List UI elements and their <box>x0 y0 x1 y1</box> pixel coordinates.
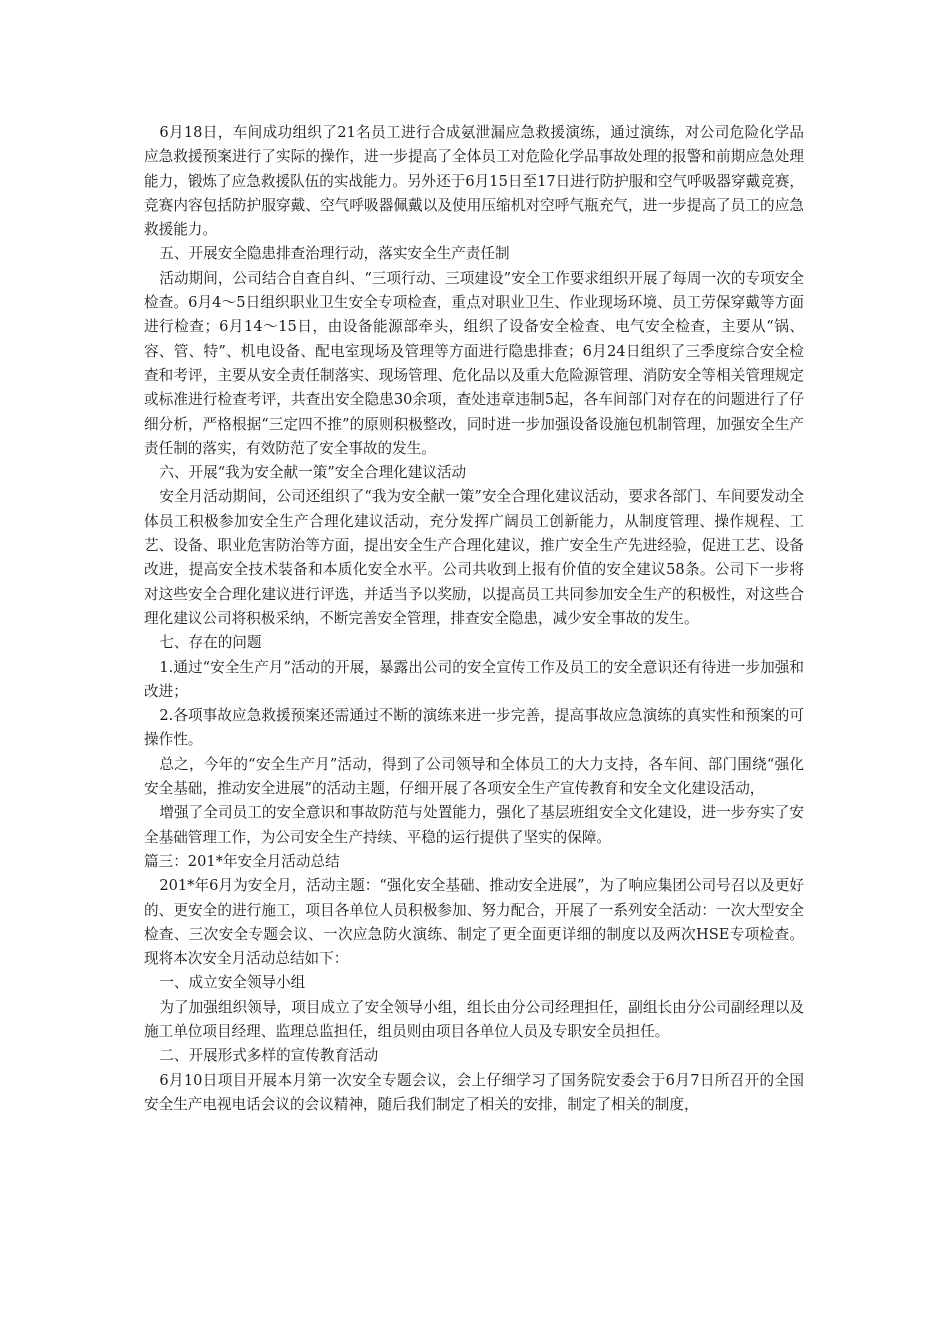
paragraph-problem-2: 2.各项事故应急救援预案还需通过不断的演练来进一步完善，提高事故应急演练的真实性和预案的可操作性。 <box>144 707 804 749</box>
document-body <box>144 121 804 1117</box>
paragraph-problem-1: 1.通过“安全生产月”活动的开展，暴露出公司的安全宣传工作及员工的安全意识还有待进一步加强和改进； <box>144 658 804 700</box>
paragraph-leadership: 为了加强组织领导，项目成立了安全领导小组，组长由分公司经理担任，副组长由分公司副经理以及施工单位项目经理、监理总监担任，组员则由项目各单位人员及专职安全员担任。 <box>144 998 804 1040</box>
paragraph-summary: 总之，今年的“安全生产月”活动，得到了公司领导和全体员工的大力支持，各车间、部门围绕“强化安全基础，推动安全进展”的活动主题，仔细开展了各项安全生产宣传教育和安全文化建设活动， <box>144 755 804 798</box>
paragraph-summary-cont: 增强了全司员工的安全意识和事故防范与处置能力，强化了基层班组安全文化建设，进一步夯实了安全基础管理工作，为公司安全生产持续、平稳的运行提供了坚实的保障。 <box>144 804 804 846</box>
section-heading-1: 一、成立安全领导小组 <box>159 974 306 992</box>
section-heading-6: 六、开展“我为安全献一策”安全合理化建议活动 <box>159 464 467 482</box>
paragraph-intro-3: 201*年6月为安全月，活动主题：“强化安全基础、推动安全进展”，为了响应集团公司号召以及更好的、更安全的进行施工，项目各单位人员积极参加、努力配合，开展了一系列安全活动：一次大型安全检查、三次安全专题会议、一次应急防火演练、制定了更全面更详细的制度以及两次HSE专项检查。现将本次安全月活动总结如下： <box>144 877 804 968</box>
section-heading-7: 七、存在的问题 <box>159 634 262 652</box>
paragraph-drill: 6月18日，车间成功组织了21名员工进行合成氨泄漏应急救援演练，通过演练，对公司危险化学品应急救援预案进行了实际的操作，进一步提高了全体员工对危险化学品事故处理的报警和前期应急处理能力，锻炼了应急救援队伍的实战能力。另外还于6月15日至17日进行防护服和空气呼吸器穿戴竞赛，竞赛内容包括防护服穿戴、空气呼吸器佩戴以及使用压缩机对空呼气瓶充气，进一步提高了员工的应急救援能力。 <box>144 124 804 239</box>
paragraph-suggestions: 安全月活动期间，公司还组织了“我为安全献一策”安全合理化建议活动，要求各部门、车间要发动全体员工积极参加安全生产合理化建议活动，充分发挥广阔员工创新能力，从制度管理、操作规程、工艺、设备、职业危害防治等方面，提出安全生产合理化建议，推广安全生产先进经验，促进工艺、设备改进，提高安全技术装备和本质化安全水平。公司共收到上报有价值的安全建议58条。公司下一步将对这些安全合理化建议进行评选，并适当予以奖励，以提高员工共同参加安全生产的积极性，对这些合理化建议公司将积极采纳，不断完善安全管理，排查安全隐患，减少安全事故的发生。 <box>144 488 804 627</box>
section-heading-5: 五、开展安全隐患排查治理行动，落实安全生产责任制 <box>159 245 510 263</box>
paragraph-meeting: 6月10日项目开展本月第一次安全专题会议，会上仔细学习了国务院安委会于6月7日所召开的全国安全生产电视电话会议的会议精神，随后我们制定了相关的安排，制定了相关的制度， <box>144 1071 804 1113</box>
article-title-3: 篇三：201*年安全月活动总结 <box>144 852 340 870</box>
section-heading-2: 二、开展形式多样的宣传教育活动 <box>159 1047 379 1065</box>
paragraph-inspection: 活动期间，公司结合自查自纠、“三项行动、三项建设”安全工作要求组织开展了每周一次的专项安全检查。6月4～5日组织职业卫生安全专项检查，重点对职业卫生、作业现场环境、员工劳保穿戴等方面进行检查；6月14～15日，由设备能源部牵头，组织了设备安全检查、电气安全检查，主要从“锅、容、管、特”、机电设备、配电室现场及管理等方面进行隐患排查；6月24日组织了三季度综合安全检查和考评，主要从安全责任制落实、现场管理、危化品以及重大危险源管理、消防安全等相关管理规定或标准进行检查考评，共查出安全隐患30余项，查处违章违制5起，各车间部门对存在的问题进行了仔细分析，严格根据“三定四不推”的原则积极整改，同时进一步加强设备设施包机制管理，加强安全生产责任制的落实，有效防范了安全事故的发生。 <box>144 269 804 457</box>
